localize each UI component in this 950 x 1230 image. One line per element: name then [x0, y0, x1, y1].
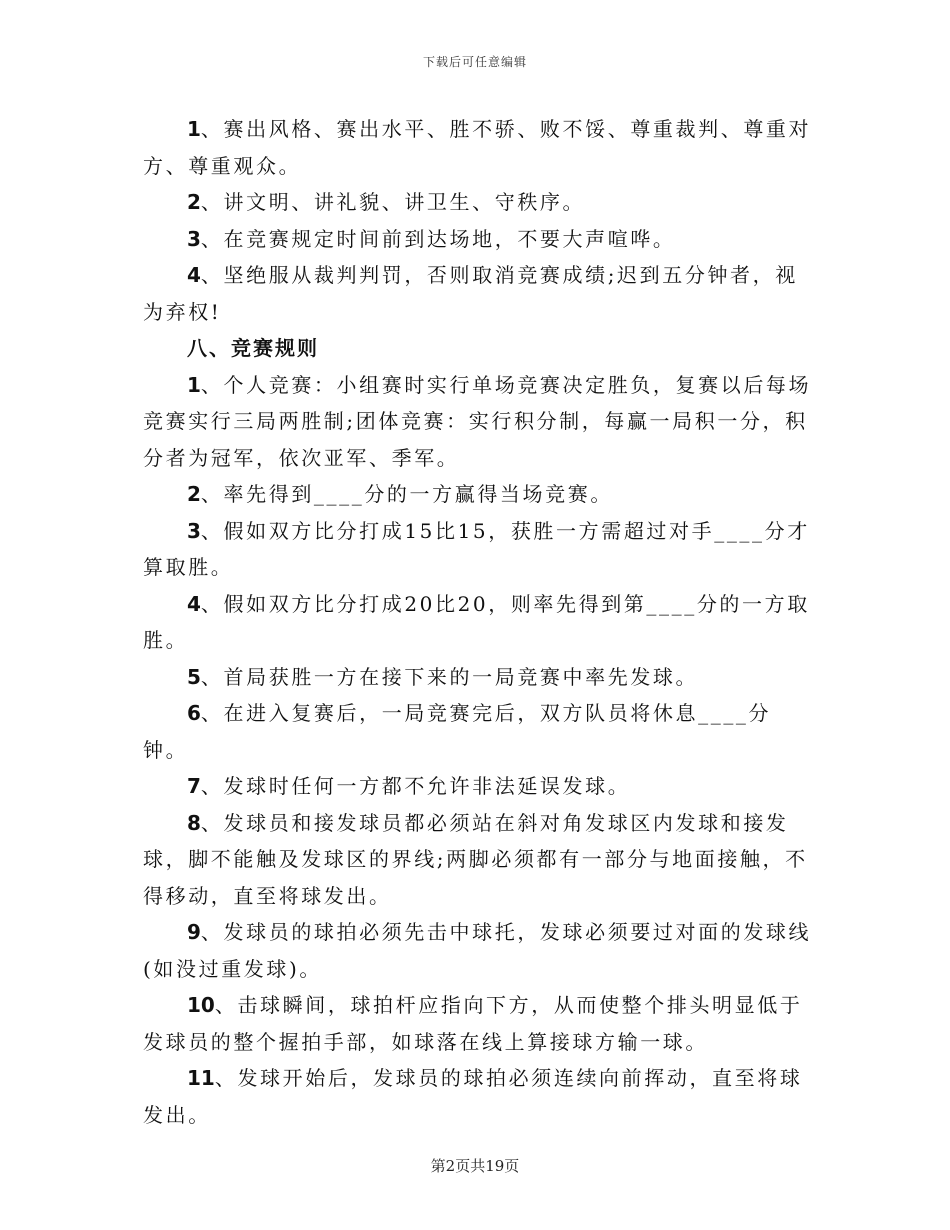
page-number-footer: 第2页共19页 — [430, 1157, 520, 1175]
paragraph-number: 10 — [187, 993, 215, 1017]
paragraph-text: 、赛出风格、赛出水平、胜不骄、败不馁、尊重裁判、尊重对方、尊重观众。 — [143, 117, 812, 178]
paragraph-number: 6 — [187, 701, 201, 725]
paragraph-number: 5 — [187, 664, 201, 689]
paragraph-text: 、发球开始后，发球员的球拍必须连续向前挥动，直至将球发出。 — [143, 1066, 803, 1127]
paragraph-number: 4 — [187, 263, 201, 287]
document-body — [143, 111, 815, 1133]
paragraph-text: 、首局获胜一方在接下来的一局竞赛中率先发球。 — [200, 664, 699, 689]
paragraph-rule-3 — [143, 221, 815, 258]
section-heading-text: 八、竞赛规则 — [187, 336, 319, 360]
paragraph-number: 8 — [187, 810, 201, 835]
paragraph-rule-1 — [143, 111, 815, 184]
paragraph-text: 、发球员和接发球员都必须站在斜对角发球区内发球和接发球，脚不能触及发球区的界线;两脚必须都有一部分与地面接触，不得移动，直至将球发出。 — [143, 810, 808, 908]
paragraph-number: 3 — [187, 226, 201, 251]
paragraph-text: 、发球员的球拍必须先击中球托，发球必须要过对面的发球线(如没过重发球)。 — [143, 920, 812, 981]
page-header: 下载后可任意编辑 — [422, 55, 527, 69]
paragraph-competition-3 — [143, 513, 815, 586]
paragraph-number: 11 — [187, 1066, 215, 1090]
paragraph-text: 、击球瞬间，球拍杆应指向下方，从而使整个排头明显低于发球员的整个握拍手部，如球落在线上算接球方输一球。 — [143, 993, 803, 1054]
paragraph-text: 、在竞赛规定时间前到达场地，不要大声喧哗。 — [200, 226, 676, 251]
paragraph-competition-9 — [143, 914, 815, 987]
paragraph-number: 1 — [187, 117, 201, 141]
paragraph-number: 1 — [187, 372, 201, 397]
paragraph-competition-7 — [143, 768, 815, 805]
paragraph-rule-4 — [143, 257, 815, 330]
paragraph-competition-10 — [143, 987, 815, 1060]
paragraph-competition-4 — [143, 586, 815, 659]
paragraph-text: 、率先得到____分的一方赢得当场竞赛。 — [200, 482, 613, 506]
paragraph-number: 7 — [187, 774, 201, 798]
paragraph-text: 、假如双方比分打成15比15，获胜一方需超过对手____分才算取胜。 — [143, 518, 810, 579]
section-heading — [143, 330, 815, 367]
paragraph-competition-2 — [143, 476, 815, 513]
paragraph-competition-5 — [143, 659, 815, 696]
paragraph-number: 9 — [187, 920, 201, 944]
paragraph-number: 2 — [187, 482, 201, 506]
paragraph-competition-11 — [143, 1060, 815, 1133]
paragraph-number: 2 — [187, 190, 201, 214]
paragraph-text: 、发球时任何一方都不允许非法延误发球。 — [200, 774, 631, 798]
paragraph-number: 4 — [187, 591, 201, 616]
paragraph-text: 、个人竞赛：小组赛时实行单场竞赛决定胜负，复赛以后每场竞赛实行三局两胜制;团体竞赛：实行积分制，每赢一局积一分，积分者为冠军，依次亚军、季军。 — [143, 372, 812, 470]
paragraph-competition-1 — [143, 367, 815, 477]
paragraph-competition-8 — [143, 805, 815, 915]
paragraph-text: 、假如双方比分打成20比20，则率先得到第____分的一方取胜。 — [143, 591, 810, 652]
paragraph-text: 、坚绝服从裁判判罚，否则取消竞赛成绩;迟到五分钟者，视为弃权! — [143, 263, 798, 324]
paragraph-text: 、讲文明、讲礼貌、讲卫生、守秩序。 — [200, 190, 586, 214]
paragraph-competition-6 — [143, 695, 815, 768]
paragraph-number: 3 — [187, 518, 201, 543]
paragraph-rule-2 — [143, 184, 815, 221]
paragraph-text: 、在进入复赛后，一局竞赛完后，双方队员将休息____分钟。 — [143, 701, 772, 762]
